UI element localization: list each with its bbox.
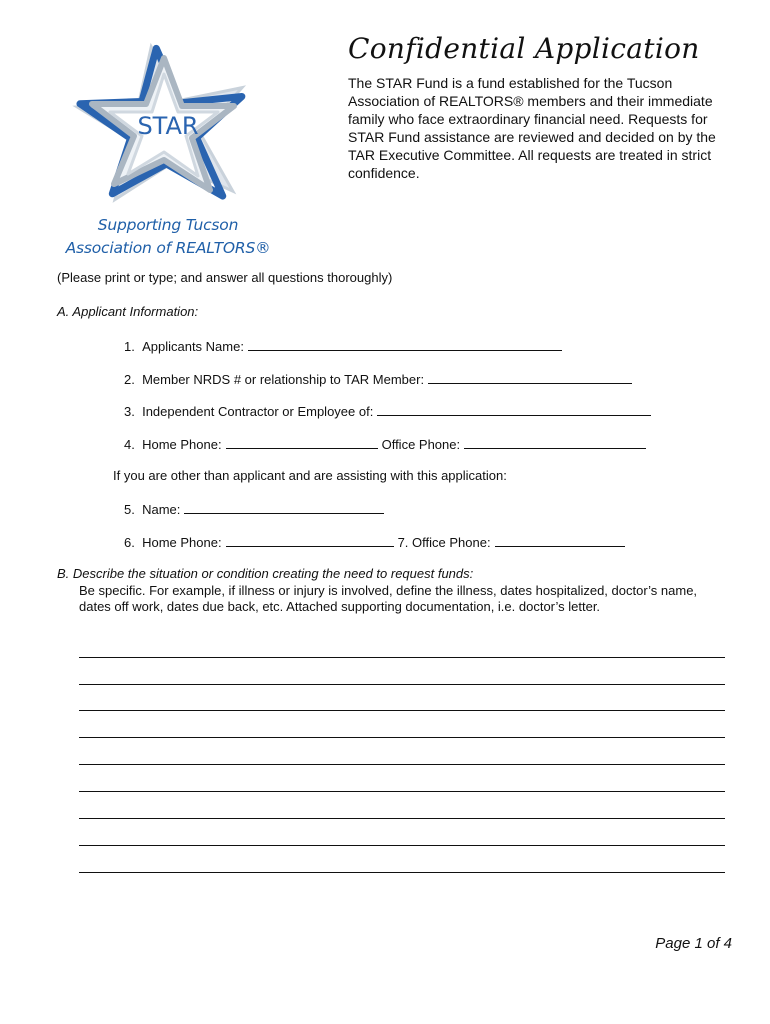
q4-number: 4. <box>124 437 135 452</box>
question-4 <box>124 436 650 452</box>
assist-note-text: If you are other than applicant and are assisting with this application: <box>113 468 507 483</box>
nrds-field[interactable] <box>428 371 632 384</box>
section-b-detail: Be specific. For example, if illness or injury is involved, define the illness, dates hospitalized, doctor’s name, dates off work, dates due back, etc. Attached supporting documentation, i.e. doctor’s letter. <box>79 582 698 614</box>
writing-line-1[interactable] <box>79 657 725 658</box>
intro-paragraph: The STAR Fund is a fund established for the Tucson Association of REALTORS® members and their immediate family who face extraordinary financial need. Requests for STAR Fund assistance are reviewed and decided on by the TAR Executive Committee. All requests are treated in strict confidence. <box>348 75 716 181</box>
question-1 <box>124 338 566 354</box>
applicant-name-field[interactable] <box>248 338 562 351</box>
q2-label: Member NRDS # or relationship to TAR Member: <box>142 372 425 387</box>
q5-label: Name: <box>142 502 181 517</box>
logo-tagline <box>52 214 284 260</box>
section-b <box>57 566 717 616</box>
employer-field[interactable] <box>377 403 651 416</box>
q5-number: 5. <box>124 502 135 517</box>
q2-number: 2. <box>124 372 135 387</box>
page-number: Page 1 of 4 <box>655 935 732 952</box>
tagline-line-2: Association of REALTORS® <box>65 239 271 257</box>
page-title: Confidential Application <box>348 32 700 65</box>
assistant-office-phone-field[interactable] <box>495 534 625 547</box>
writing-line-3[interactable] <box>79 710 725 711</box>
question-6 <box>124 534 629 550</box>
question-2 <box>124 371 636 387</box>
question-3 <box>124 403 655 419</box>
writing-line-6[interactable] <box>79 791 725 792</box>
office-phone-field[interactable] <box>464 436 646 449</box>
q3-number: 3. <box>124 404 135 419</box>
tagline-line-1: Supporting Tucson <box>97 216 239 234</box>
q4-label: Home Phone: <box>142 437 222 452</box>
writing-line-9[interactable] <box>79 872 725 873</box>
writing-line-8[interactable] <box>79 845 725 846</box>
q1-label: Applicants Name: <box>142 339 244 354</box>
section-b-heading: B. Describe the situation or condition creating the need to request funds: <box>57 566 474 581</box>
instructions: (Please print or type; and answer all questions thoroughly) <box>57 270 393 285</box>
writing-line-2[interactable] <box>79 684 725 685</box>
q6-label: Home Phone: <box>142 535 222 550</box>
q6-number: 6. <box>124 535 135 550</box>
assist-note <box>113 468 507 483</box>
q6-label-2: 7. Office Phone: <box>397 535 491 550</box>
q1-number: 1. <box>124 339 135 354</box>
home-phone-field[interactable] <box>226 436 378 449</box>
star-fund-logo <box>68 40 268 220</box>
question-5 <box>124 501 388 517</box>
q4-label-2: Office Phone: <box>381 437 461 452</box>
writing-line-4[interactable] <box>79 737 725 738</box>
writing-line-5[interactable] <box>79 764 725 765</box>
star-logo-text: STAR <box>137 112 199 140</box>
assistant-home-phone-field[interactable] <box>226 534 394 547</box>
assistant-name-field[interactable] <box>184 501 384 514</box>
star-logo-graphic <box>68 40 268 220</box>
writing-line-7[interactable] <box>79 818 725 819</box>
q3-label: Independent Contractor or Employee of: <box>142 404 374 419</box>
section-a-heading: A. Applicant Information: <box>57 304 199 319</box>
